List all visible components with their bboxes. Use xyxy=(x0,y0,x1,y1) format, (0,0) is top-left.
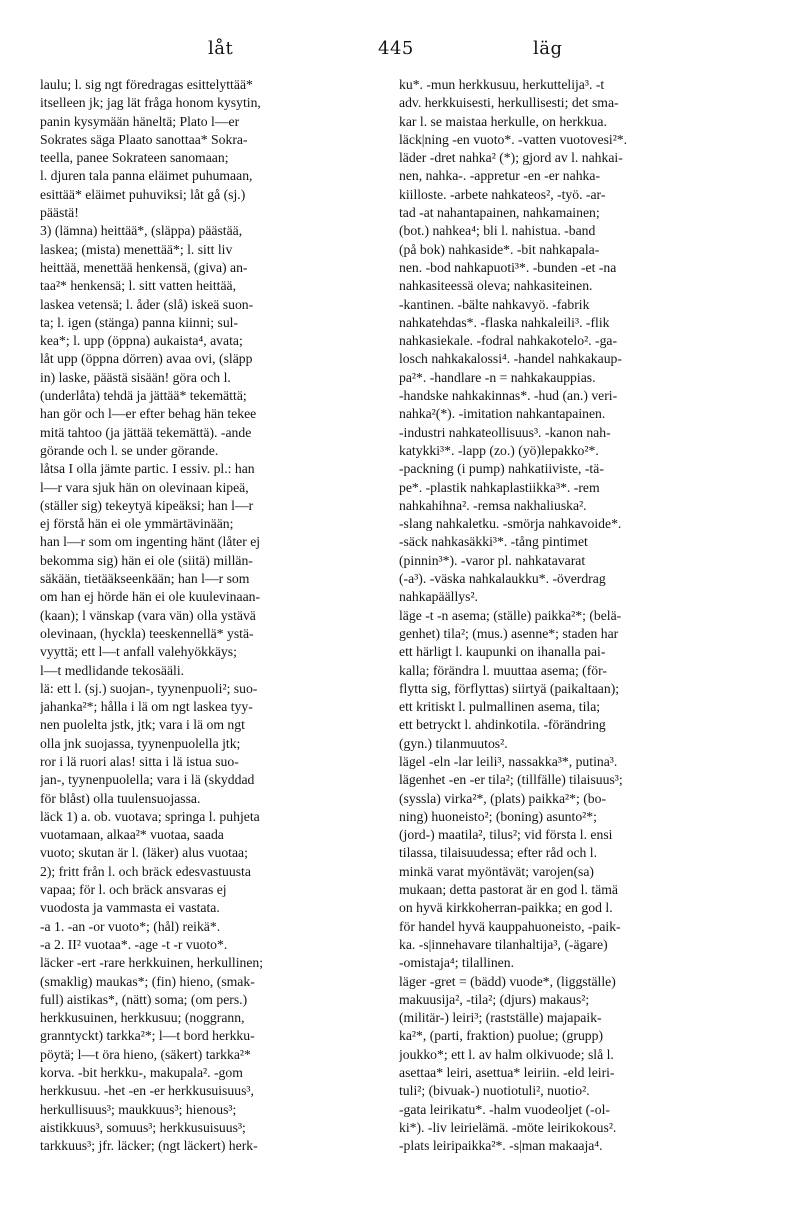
text-line: päästä! xyxy=(40,205,79,221)
text-line: (på bok) nahkaside*. -bit nahkapala- xyxy=(399,241,600,257)
text-line: -plats leiripaikka²*. -s|man makaaja⁴. xyxy=(399,1138,603,1154)
text-line: tuli²; (bivuak-) nuotiotuli², nuotio². xyxy=(399,1083,590,1099)
text-line: (jord-) maatila², tilus²; vid första l. ensi xyxy=(399,827,613,843)
text-line: itselleen jk; jag lät fråga honom kysytin, xyxy=(40,95,261,111)
text-line: (syssla) virka²*, (plats) paikka²*; (bo- xyxy=(399,790,607,806)
text-line: aistikkuus³, somuus³; herkkusuisuus³; xyxy=(40,1119,246,1135)
text-line: görande och l. se under görande. xyxy=(40,442,219,458)
text-line: för handel hyvä kauppahuoneisto, -paik- xyxy=(399,918,621,934)
text-line: tad -at nahantapainen, nahkamainen; xyxy=(399,205,600,221)
right-column xyxy=(399,76,729,1156)
text-line: l. djuren tala panna eläimet puhumaan, xyxy=(40,168,253,184)
text-line: olevinaan, (hyckla) teeskennellä* ystä- xyxy=(40,625,254,641)
text-line: -säck nahkasäkki³*. -tång pintimet xyxy=(399,534,588,550)
text-line: vyyttä; ett l—t anfall valehyökkäys; xyxy=(40,644,237,660)
text-line: läck 1) a. ob. vuotava; springa l. puhjeta xyxy=(40,808,260,824)
text-line: taa²* henkensä; l. sitt vatten heittää, xyxy=(40,278,237,294)
text-line: laskea; (mista) menettää*; l. sitt liv xyxy=(40,241,233,257)
text-line: (pinnin³*). -varor pl. nahkatavarat xyxy=(399,552,586,568)
text-line: han l—r som om ingenting hänt (låter ej xyxy=(40,534,261,550)
text-line: (-a³). -väska nahkalaukku*. -överdrag xyxy=(399,571,606,587)
text-line: -a 1. -an -or vuoto*; (hål) reikä*. xyxy=(40,918,221,934)
text-line: -industri nahkateollisuus³. -kanon nah- xyxy=(399,424,611,440)
left-column xyxy=(40,76,370,1156)
text-line: för blåst) olla tuulensuojassa. xyxy=(40,790,201,806)
text-line: olla jnk suojassa, tyynenpuolella jtk; xyxy=(40,735,241,751)
text-line: losch nahkakalossi⁴. -handel nahkakaup- xyxy=(399,351,622,367)
text-line: -slang nahkaletku. -smörja nahkavoide*. xyxy=(399,516,622,532)
text-line: laskea vetensä; l. åder (slå) iskeä suon- xyxy=(40,296,254,312)
text-line: vapaa; för l. och bräck ansvaras ej xyxy=(40,882,227,898)
text-line: pa²*. -handlare -n = nahkakauppias. xyxy=(399,369,596,385)
text-line: (ställer sig) tekeytyä kipeäksi; han l—r xyxy=(40,497,254,513)
text-line: (gyn.) tilanmuutos². xyxy=(399,735,508,751)
text-line: lägel -eln -lar leili³, nassakka³*, putina³. xyxy=(399,753,618,769)
page-number: 445 xyxy=(378,38,414,59)
text-line: herkkusuinen, herkkusuu; (noggrann, xyxy=(40,1010,245,1026)
header-left-guideword: låt xyxy=(208,38,234,59)
text-line: tarkkuus³; jfr. läcker; (ngt läckert) herk- xyxy=(40,1138,258,1154)
text-line: mitä tahtoo (ja jättää tekemättä). -ande xyxy=(40,424,252,440)
text-line: vuoto; skutan är l. (läker) alus vuotaa; xyxy=(40,845,248,861)
text-line: nen puolelta jstk, jtk; vara i lä om ngt xyxy=(40,717,245,733)
text-line: ror i lä ruori alas! sitta i lä istua suo- xyxy=(40,753,239,769)
text-line: ka. -s|innehavare tilanhaltija³, (-ägare) xyxy=(399,936,608,952)
text-line: läger -gret = (bädd) vuode*, (liggställe) xyxy=(399,973,616,989)
text-line: lägenhet -en -er tila²; (tillfälle) tilaisuus³; xyxy=(399,772,623,788)
text-line: herkkusuu. -het -en -er herkkusuisuus³, xyxy=(40,1083,254,1099)
text-line: nahkatehdas*. -flaska nahkaleili³. -flik xyxy=(399,314,610,330)
text-line: ett kritiskt l. pulmallinen asema, tila; xyxy=(399,699,601,715)
text-line: genhet) tila²; (mus.) asenne*; staden har xyxy=(399,625,619,641)
header-right-guideword: läg xyxy=(533,38,563,59)
text-line: esittää* eläimet puhuviksi; låt gå (sj.) xyxy=(40,186,246,202)
text-line: on hyvä kirkkoherran-paikka; en god l. xyxy=(399,900,613,916)
text-line: läcker -ert -rare herkkuinen, herkullinen; xyxy=(40,955,264,971)
text-line: -kantinen. -bälte nahkavyö. -fabrik xyxy=(399,296,590,312)
text-line: -omistaja⁴; tilallinen. xyxy=(399,955,515,971)
text-line: (smaklig) maukas*; (fin) hieno, (smak- xyxy=(40,973,255,989)
text-line: l—r vara sjuk hän on olevinaan kipeä, xyxy=(40,479,249,495)
text-line: nahkapäällys². xyxy=(399,589,478,605)
text-line: låtsa I olla jämte partic. I essiv. pl.: han xyxy=(40,461,255,477)
text-line: makuusija², -tila²; (djurs) makaus²; xyxy=(399,991,590,1007)
text-line: ej förstå hän ei ole ymmärtävinään; xyxy=(40,516,234,532)
text-line: joukko*; ett l. av halm olkivuode; slå l. xyxy=(399,1046,614,1062)
text-line: mukaan; detta pastorat är en god l. tämä xyxy=(399,882,618,898)
text-line: pöytä; l—t öra hieno, (säkert) tarkka²* xyxy=(40,1046,251,1062)
text-line: (underlåta) tehdä ja jättää* tekemättä; xyxy=(40,388,247,404)
text-line: ning) huoneisto²; (boning) asunto²*; xyxy=(399,808,597,824)
text-line: flytta sig, förflyttas) siirtyä (paikaltaan); xyxy=(399,680,620,696)
text-line: ta; l. igen (stänga) panna kiinni; sul- xyxy=(40,314,239,330)
text-line: kiilloste. -arbete nahkateos², -työ. -ar- xyxy=(399,186,606,202)
text-line: bekomma sig) hän ei ole (siitä) millän- xyxy=(40,552,253,568)
text-line: heittää, menettää henkensä, (giva) an- xyxy=(40,259,248,275)
text-line: ett betryckt l. ahdinkotila. -förändring xyxy=(399,717,606,733)
text-line: ka²*, (parti, fraktion) puolue; (grupp) xyxy=(399,1028,604,1044)
text-line: säkään, tietääkseenkään; han l—r som xyxy=(40,571,250,587)
text-line: l—t medlidande tekosääli. xyxy=(40,662,185,678)
text-line: låt upp (öppna dörren) avaa ovi, (släpp xyxy=(40,351,253,367)
text-line: (militär-) leiri³; (rastställe) majapaik- xyxy=(399,1010,602,1026)
text-line: kea*; l. upp (öppna) aukaista⁴, avata; xyxy=(40,333,243,349)
text-line: -handske nahkakinnas*. -hud (an.) veri- xyxy=(399,388,618,404)
text-line: ku*. -mun herkkusuu, herkuttelija³. -t xyxy=(399,77,605,92)
text-line: han gör och l—er efter behag hän tekee xyxy=(40,406,257,422)
text-line: vuotamaan, alkaa²* vuotaa, saada xyxy=(40,827,224,843)
text-line: nahkasiteessä oleva; nahkasiteinen. xyxy=(399,278,593,294)
text-line: nahka²(*). -imitation nahkantapainen. xyxy=(399,406,606,422)
text-line: (kaan); l vänskap (vara vän) olla ystävä xyxy=(40,607,256,623)
text-line: laulu; l. sig ngt föredragas esittelyttää* xyxy=(40,77,253,92)
text-line: nen. -bod nahkapuoti³*. -bunden -et -na xyxy=(399,259,617,275)
text-line: om han ej hörde hän ei ole kuulevinaan- xyxy=(40,589,261,605)
text-line: ki*). -liv leirielämä. -möte leirikokous². xyxy=(399,1119,617,1135)
text-line: -packning (i pump) nahkatiiviste, -tä- xyxy=(399,461,604,477)
text-line: full) aistikas*, (nätt) soma; (om pers.) xyxy=(40,991,248,1007)
text-line: panin kysymään häneltä; Plato l—er xyxy=(40,113,240,129)
text-line: jahanka²*; hålla i lä om ngt laskea tyy- xyxy=(40,699,253,715)
text-line: nen, nahka-. -appretur -en -er nahka- xyxy=(399,168,601,184)
text-line: adv. herkkuisesti, herkullisesti; det sma- xyxy=(399,95,619,111)
text-line: minkä varat myöntävät; varojen(sa) xyxy=(399,863,594,879)
text-line: in) laske, päästä sisään! göra och l. xyxy=(40,369,231,385)
text-line: kar l. se maistaa herkulle, on herkkua. xyxy=(399,113,607,129)
text-line: granntyckt) tarkka²*; l—t bord herkku- xyxy=(40,1028,255,1044)
text-line: kalla; förändra l. muuttaa asema; (för- xyxy=(399,662,607,678)
text-line: tilassa, tilaisuudessa; efter råd och l. xyxy=(399,845,598,861)
text-line: 2); fritt från l. och bräck edesvastuusta xyxy=(40,863,251,879)
text-line: 3) (lämna) heittää*, (släppa) päästää, xyxy=(40,223,243,239)
text-line: ett härligt l. kaupunki on ihanalla pai- xyxy=(399,644,606,660)
text-line: pe*. -plastik nahkaplastiikka³*. -rem xyxy=(399,479,600,495)
text-line: nahkahihna². -remsa nakhaliuska². xyxy=(399,497,587,513)
text-line: läck|ning -en vuoto*. -vatten vuotovesi²*. xyxy=(399,131,628,147)
text-line: Sokrates säga Plaato sanottaa* Sokra- xyxy=(40,131,248,147)
text-line: katykki³*. -lapp (zo.) (yö)lepakko²*. xyxy=(399,442,599,458)
text-line: jan-, tyynenpuolella; vara i lä (skyddad xyxy=(40,772,255,788)
text-line: läge -t -n asema; (ställe) paikka²*; (belä- xyxy=(399,607,622,623)
text-line: (bot.) nahkea⁴; bli l. nahistua. -band xyxy=(399,223,596,239)
text-line: vuodosta ja vammasta ei vastata. xyxy=(40,900,220,916)
text-line: korva. -bit herkku-, makupala². -gom xyxy=(40,1065,243,1081)
text-line: -a 2. II² vuotaa*. -age -t -r vuoto*. xyxy=(40,936,228,952)
text-line: teella, panee Sokrateen sanomaan; xyxy=(40,150,229,166)
text-line: -gata leirikatu*. -halm vuodeoljet (-ol- xyxy=(399,1101,610,1117)
text-line: nahkasiekale. -fodral nahkakotelo². -ga- xyxy=(399,333,618,349)
text-line: asettaa* leiri, asettua* leiriin. -eld leiri- xyxy=(399,1065,615,1081)
text-line: läder -dret nahka² (*); gjord av l. nahkai- xyxy=(399,150,623,166)
text-line: lä: ett l. (sj.) suojan-, tyynenpuoli²; suo- xyxy=(40,680,258,696)
text-line: herkullisuus³; maukkuus³; hienous³; xyxy=(40,1101,237,1117)
